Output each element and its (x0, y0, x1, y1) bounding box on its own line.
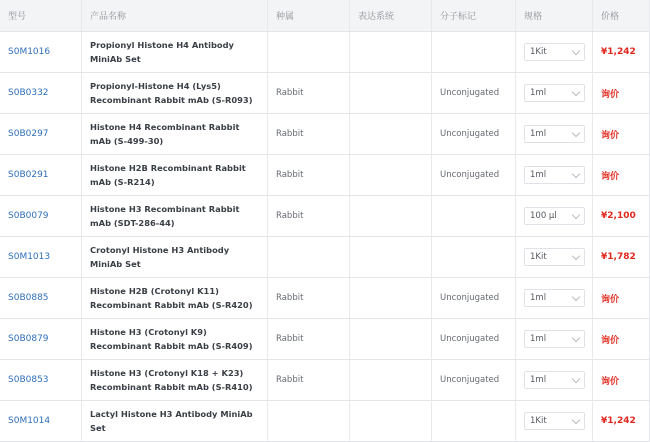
header-molecular-label: 分子标记 (432, 0, 516, 31)
species-value: Rabbit (276, 88, 304, 98)
spec-select-value: 1ml (530, 170, 547, 180)
product-code-link[interactable]: S0B0291 (8, 170, 49, 180)
product-code-link[interactable]: S0B0297 (8, 129, 49, 139)
product-code-link[interactable]: S0B0885 (8, 293, 49, 303)
price-value: ¥2,100 (601, 211, 636, 221)
product-name[interactable]: Histone H3 (Crotonyl K9) Recombinant Rabbit mAb (S-R409) (90, 327, 253, 351)
inquiry-link[interactable]: 询价 (601, 294, 620, 305)
species-value: Rabbit (276, 293, 304, 303)
product-name[interactable]: Histone H3 (Crotonyl K18 + K23) Recombinant Rabbit mAb (S-R410) (90, 368, 253, 392)
header-spec: 规格 (516, 0, 593, 31)
chevron-down-icon (572, 415, 580, 423)
chevron-down-icon (572, 210, 580, 218)
table-body (0, 32, 650, 442)
product-code-link[interactable]: S0B0853 (8, 375, 49, 385)
species-value: Rabbit (276, 211, 304, 221)
spec-select[interactable] (524, 43, 585, 61)
spec-select-value: 1Kit (530, 416, 547, 426)
chevron-down-icon (572, 87, 580, 95)
price-value: ¥1,782 (601, 252, 636, 262)
header-product-name: 产品名称 (82, 0, 268, 31)
inquiry-link[interactable]: 询价 (601, 89, 620, 100)
chevron-down-icon (572, 128, 580, 136)
product-code-link[interactable]: S0B0079 (8, 211, 49, 221)
header-species: 种属 (268, 0, 350, 31)
product-name[interactable]: Histone H2B (Crotonyl K11) Recombinant Rabbit mAb (S-R420) (90, 286, 253, 310)
price-value: ¥1,242 (601, 416, 636, 426)
product-code-link[interactable]: S0B0879 (8, 334, 49, 344)
molecular-label-value: Unconjugated (440, 170, 500, 180)
header-expression-system: 表达系统 (350, 0, 432, 31)
table-row (0, 401, 650, 442)
molecular-label-value: Unconjugated (440, 375, 500, 385)
product-name[interactable]: Propionyl-Histone H4 (Lys5) Recombinant Rabbit mAb (S-R093) (90, 81, 253, 105)
molecular-label-value: Unconjugated (440, 334, 500, 344)
spec-select-value: 1ml (530, 375, 547, 385)
table-row (0, 155, 650, 196)
product-code-link[interactable]: S0M1014 (8, 416, 51, 426)
inquiry-link[interactable]: 询价 (601, 335, 620, 346)
spec-select-value: 100 μl (530, 211, 557, 221)
product-name[interactable]: Histone H3 Recombinant Rabbit mAb (SDT-286-44) (90, 204, 240, 228)
product-name[interactable]: Histone H2B Recombinant Rabbit mAb (S-R214) (90, 163, 246, 187)
table-row (0, 237, 650, 278)
product-code-link[interactable]: S0B0332 (8, 88, 49, 98)
table-header (0, 0, 650, 32)
species-value: Rabbit (276, 129, 304, 139)
chevron-down-icon (572, 251, 580, 259)
spec-select-value: 1ml (530, 334, 547, 344)
spec-select[interactable] (524, 248, 585, 266)
table-row (0, 319, 650, 360)
product-code-link[interactable]: S0M1013 (8, 252, 51, 262)
spec-select-value: 1ml (530, 88, 547, 98)
molecular-label-value: Unconjugated (440, 88, 500, 98)
table-row (0, 73, 650, 114)
product-code-link[interactable]: S0M1016 (8, 47, 51, 57)
header-model: 型号 (0, 0, 82, 31)
table-row (0, 114, 650, 155)
chevron-down-icon (572, 46, 580, 54)
spec-select[interactable] (524, 412, 585, 430)
product-name[interactable]: Crotonyl Histone H3 Antibody MiniAb Set (90, 245, 230, 269)
inquiry-link[interactable]: 询价 (601, 171, 620, 182)
spec-select-value: 1Kit (530, 47, 547, 57)
price-value: ¥1,242 (601, 47, 636, 57)
molecular-label-value: Unconjugated (440, 129, 500, 139)
spec-select-value: 1ml (530, 293, 547, 303)
chevron-down-icon (572, 169, 580, 177)
table-row (0, 360, 650, 401)
table-row (0, 196, 650, 237)
spec-select[interactable] (524, 371, 585, 389)
chevron-down-icon (572, 333, 580, 341)
table-row (0, 278, 650, 319)
spec-select[interactable] (524, 289, 585, 307)
inquiry-link[interactable]: 询价 (601, 376, 620, 387)
species-value: Rabbit (276, 170, 304, 180)
header-price: 价格 (593, 0, 650, 31)
product-name[interactable]: Propionyl Histone H4 Antibody MiniAb Set (90, 40, 234, 64)
spec-select[interactable] (524, 125, 585, 143)
chevron-down-icon (572, 292, 580, 300)
spec-select-value: 1ml (530, 129, 547, 139)
spec-select[interactable] (524, 84, 585, 102)
spec-select[interactable] (524, 207, 585, 225)
product-name[interactable]: Lactyl Histone H3 Antibody MiniAb Set (90, 409, 253, 433)
species-value: Rabbit (276, 334, 304, 344)
spec-select-value: 1Kit (530, 252, 547, 262)
spec-select[interactable] (524, 330, 585, 348)
chevron-down-icon (572, 374, 580, 382)
product-name[interactable]: Histone H4 Recombinant Rabbit mAb (S-499-30) (90, 122, 240, 146)
molecular-label-value: Unconjugated (440, 293, 500, 303)
spec-select[interactable] (524, 166, 585, 184)
table-row (0, 32, 650, 73)
inquiry-link[interactable]: 询价 (601, 130, 620, 141)
species-value: Rabbit (276, 375, 304, 385)
